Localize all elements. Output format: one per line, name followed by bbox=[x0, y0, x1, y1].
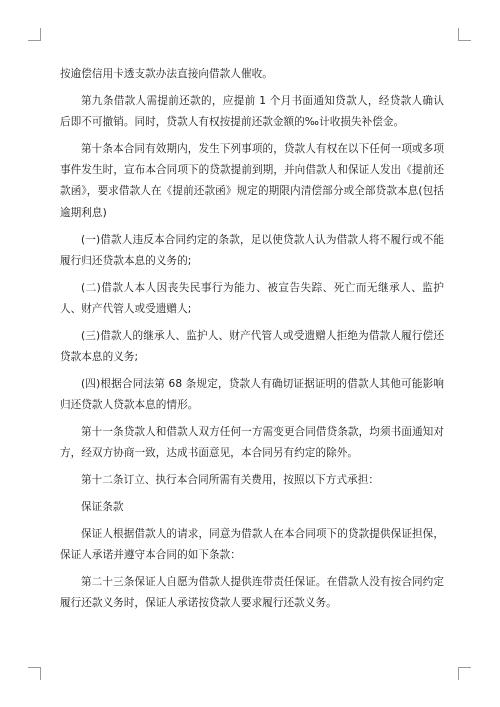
crop-mark-bottom-left bbox=[28, 667, 41, 680]
paragraph-article-9: 第九条借款人需提前还款的，应提前 1 个月书面通知贷款人，经贷款人确认后即不可撤销。同时，贷款人有权按提前还款金额的‰计收损失补偿金。 bbox=[60, 94, 444, 129]
paragraph-article-12: 第十二条订立、执行本合同所需有关费用，按照以下方式承担： bbox=[81, 474, 380, 487]
paragraph-item-1: (一)借款人违反本合同约定的条款，足以使贷款人认为借款人将不履行或不能履行归还贷款本息的义务的; bbox=[60, 233, 444, 267]
paragraph-article-10: 第十条本合同有效期内，发生下列事项的，贷款人有权在以下任何一项或多项事件发生时，宣布本合同项下的贷款提前到期，并向借款人和保证人发出《提前还款函》，要求借款人在《提前还款函》规定的期限内清偿部分或全部贷款本息(包括逾期利息) bbox=[60, 142, 444, 219]
paragraph-item-4: (四)根据合同法第 68 条规定，贷款人有确切证据证明的借款人其他可能影响归还贷款人贷款本息的情形。 bbox=[60, 377, 444, 412]
paragraph-guarantee-intro: 保证人根据借款人的请求，同意为借款人在本合同项下的贷款提供保证担保，保证人承诺并遵守本合同的如下条款： bbox=[60, 527, 444, 561]
paragraph-item-3: (三)借款人的继承人、监护人、财产代管人或受遗赠人拒绝为借款人履行偿还贷款本息的义务; bbox=[60, 329, 444, 364]
paragraph-continuation: 按逾偿信用卡透支款办法直接向借款人催收。 bbox=[60, 68, 273, 80]
document-body bbox=[60, 64, 444, 620]
section-heading-guarantee: 保证条款 bbox=[81, 500, 124, 513]
crop-mark-bottom-right bbox=[458, 667, 471, 680]
paragraph-item-2: (二)借款人本人因丧失民事行为能力、被宣告失踪、死亡而无继承人、监护人、财产代管人或受遗赠人; bbox=[60, 281, 444, 315]
crop-mark-top-left bbox=[28, 28, 41, 41]
crop-mark-top-right bbox=[458, 28, 471, 41]
paragraph-article-23: 第二十三条保证人自愿为借款人提供连带责任保证。在借款人没有按合同约定履行还款义务时，保证人承诺按贷款人要求履行还款义务。 bbox=[60, 575, 444, 610]
paragraph-article-11: 第十一条贷款人和借款人双方任何一方需变更合同借贷条款，均须书面通知对方，经双方协商一致，达成书面意见，本合同另有约定的除外。 bbox=[60, 425, 444, 460]
